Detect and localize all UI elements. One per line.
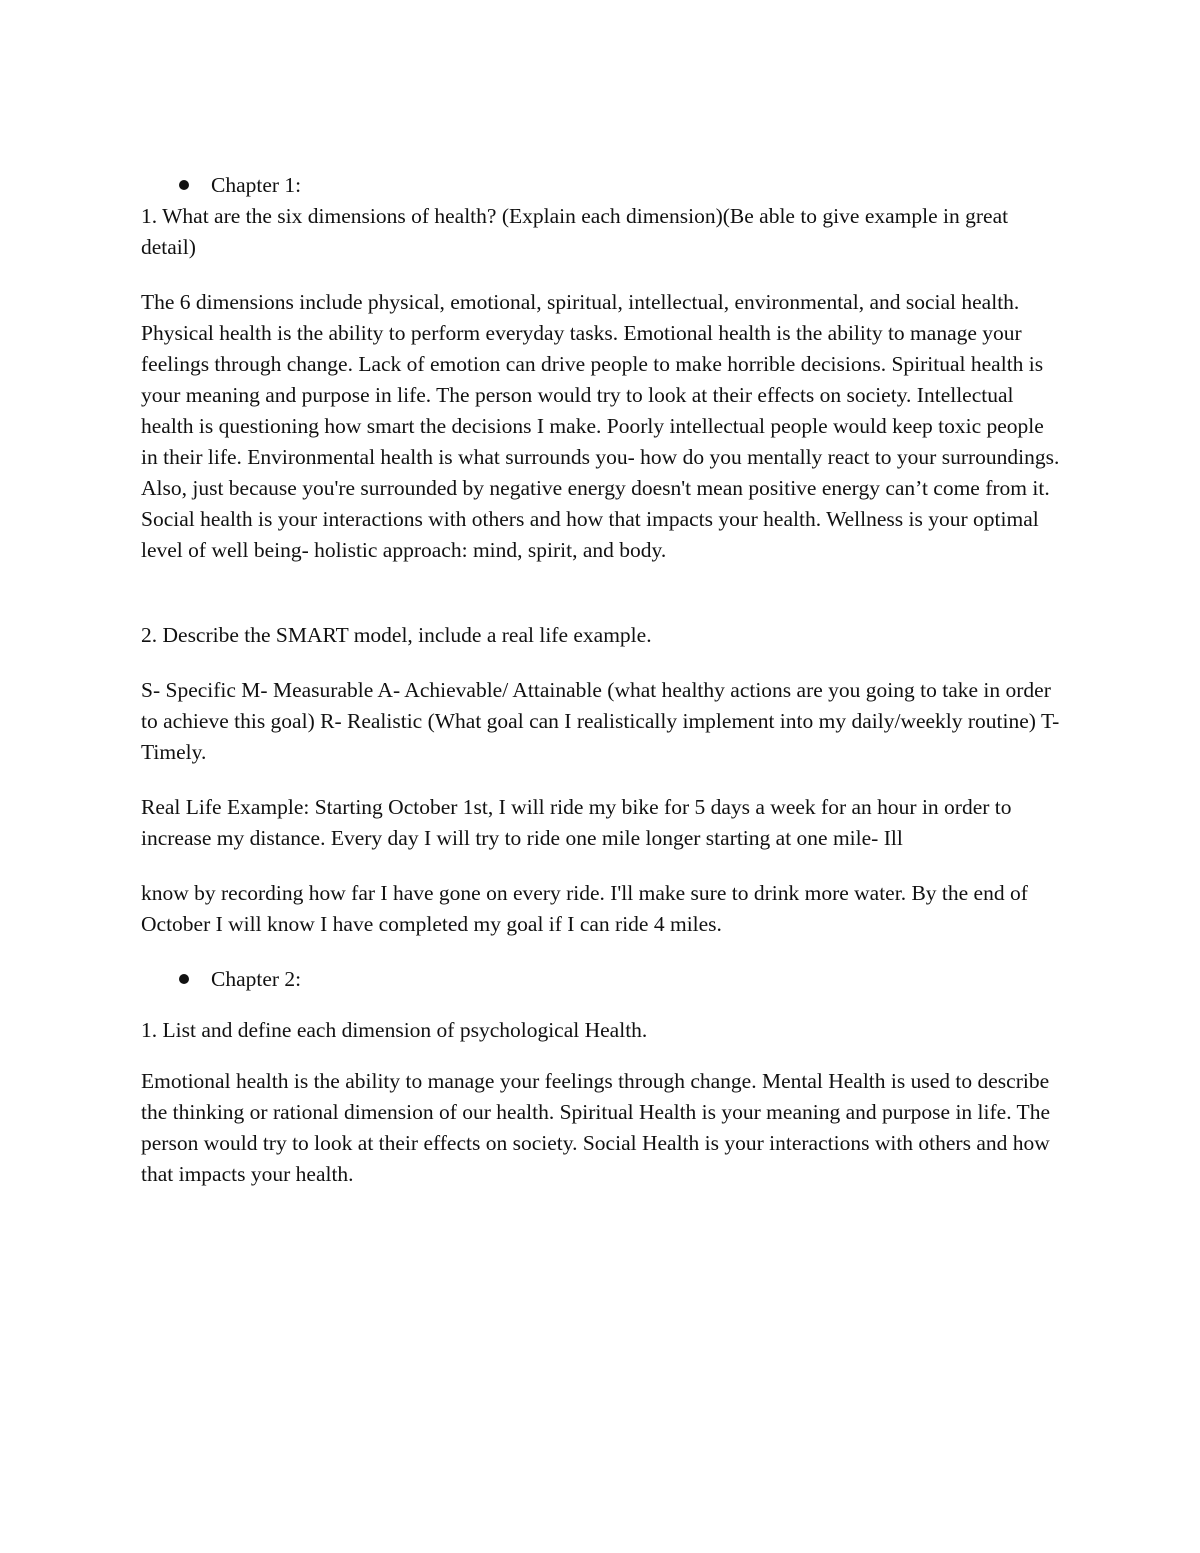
- smart-model-definition: S- Specific M- Measurable A- Achievable/ Attainable (what healthy actions are you going to take in order to achieve this goal) R- Realistic (What goal can I realistically implement into my daily/weekly routine) T- Timely.: [141, 678, 1060, 764]
- real-life-example-part-1: Real Life Example: Starting October 1st, I will ride my bike for 5 days a week for an hour in order to increase my distance. Every day I will try to ride one mile longer starting at one mile- Ill: [141, 795, 1012, 850]
- chapter-2-heading: Chapter 2:: [211, 967, 302, 991]
- chapter-2-bullet: [141, 964, 1061, 995]
- bullet-dot-icon: [179, 180, 189, 190]
- chapter-1-question-1: 1. What are the six dimensions of health? (Explain each dimension)(Be able to give example in great detail): [141, 204, 1009, 259]
- chapter-1-bullet: [141, 170, 1061, 201]
- chapter-2-answer-1: Emotional health is the ability to manage your feelings through change. Mental Health is used to describe the thinking or rational dimension of our health. Spiritual Health is your meaning and purpose in life. The person would try to look at their effects on society. Social Health is your interactions with others and how that impacts your health.: [141, 1069, 1050, 1186]
- real-life-example-part-2: know by recording how far I have gone on every ride. I'll make sure to drink more water. By the end of October I will know I have completed my goal if I can ride 4 miles.: [141, 881, 1028, 936]
- chapter-1-question-2: 2. Describe the SMART model, include a real life example.: [141, 623, 652, 647]
- chapter-1-answer-1: The 6 dimensions include physical, emotional, spiritual, intellectual, environmental, and social health. Physical health is the ability to perform everyday tasks. Emotional health is the ability to manage your feelings through change. Lack of emotion can drive people to make horrible decisions. Spiritual health is your meaning and purpose in life. The person would try to look at their effects on society. Intellectual health is questioning how smart the decisions I make. Poorly intellectual people would keep toxic people in their life. Environmental health is what surrounds you- how do you mentally react to your surroundings. Also, just because you're surrounded by negative energy doesn't mean positive energy can’t come from it. Social health is your interactions with others and how that impacts your health. Wellness is your optimal level of well being- holistic approach: mind, spirit, and body.: [141, 290, 1060, 562]
- bullet-dot-icon: [179, 974, 189, 984]
- document-body: [141, 170, 1061, 1190]
- chapter-1-heading: Chapter 1:: [211, 173, 302, 197]
- chapter-2-question-1: 1. List and define each dimension of psychological Health.: [141, 1018, 648, 1042]
